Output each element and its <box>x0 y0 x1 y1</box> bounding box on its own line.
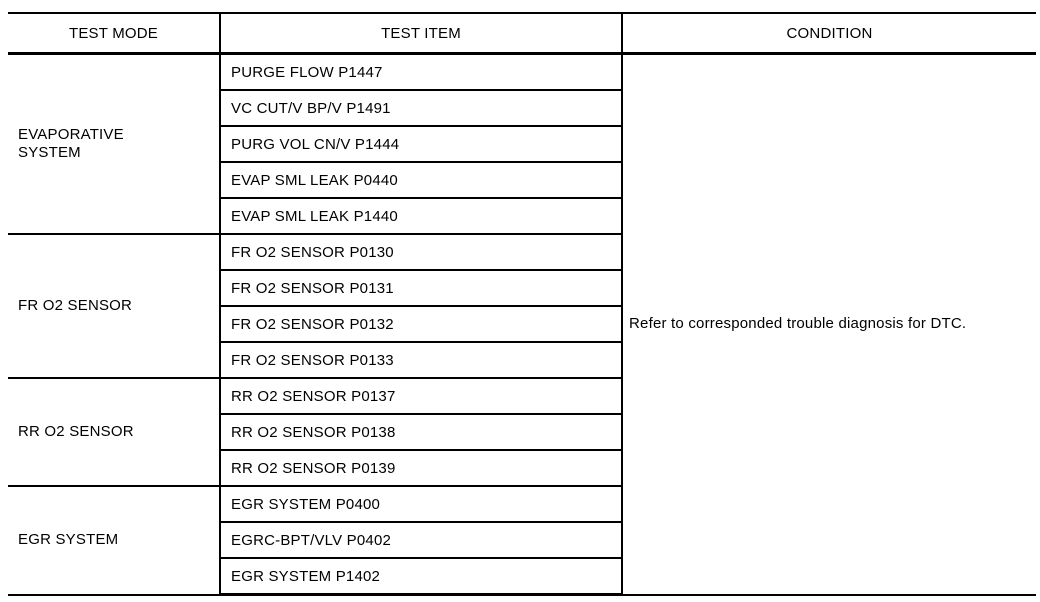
test-mode-label: EGR SYSTEM <box>18 531 119 549</box>
test-item-cell: FR O2 SENSOR P0132 <box>220 306 622 342</box>
test-item-cell: EGR SYSTEM P0400 <box>220 486 622 522</box>
test-item-cell: FR O2 SENSOR P0131 <box>220 270 622 306</box>
test-item-cell: RR O2 SENSOR P0137 <box>220 378 622 414</box>
header-row <box>8 13 1036 54</box>
test-mode-label: EVAPORATIVE SYSTEM <box>18 126 124 161</box>
test-item-cell: EGR SYSTEM P1402 <box>220 558 622 595</box>
header-test-mode: TEST MODE <box>8 13 220 54</box>
test-item-cell: RR O2 SENSOR P0139 <box>220 450 622 486</box>
diagnostic-test-table <box>8 12 1036 596</box>
table-body <box>8 54 1036 595</box>
test-item-cell: EVAP SML LEAK P0440 <box>220 162 622 198</box>
test-mode-label: FR O2 SENSOR <box>18 297 133 314</box>
test-item-cell: FR O2 SENSOR P0133 <box>220 342 622 378</box>
table-row <box>8 54 1036 91</box>
test-mode-cell <box>8 54 220 235</box>
header-test-item: TEST ITEM <box>220 13 622 54</box>
condition-cell: Refer to corresponded trouble diagnosis for DTC. <box>622 54 1036 595</box>
test-mode-cell <box>8 234 220 378</box>
test-mode-cell <box>8 378 220 486</box>
test-item-cell: FR O2 SENSOR P0130 <box>220 234 622 270</box>
test-item-cell: EGRC-BPT/VLV P0402 <box>220 522 622 558</box>
test-item-cell: PURG VOL CN/V P1444 <box>220 126 622 162</box>
test-mode-cell <box>8 486 220 595</box>
test-item-cell: PURGE FLOW P1447 <box>220 54 622 91</box>
test-mode-label: RR O2 SENSOR <box>18 423 134 440</box>
test-item-cell: RR O2 SENSOR P0138 <box>220 414 622 450</box>
header-condition: CONDITION <box>622 13 1036 54</box>
test-item-cell: VC CUT/V BP/V P1491 <box>220 90 622 126</box>
test-item-cell: EVAP SML LEAK P1440 <box>220 198 622 234</box>
